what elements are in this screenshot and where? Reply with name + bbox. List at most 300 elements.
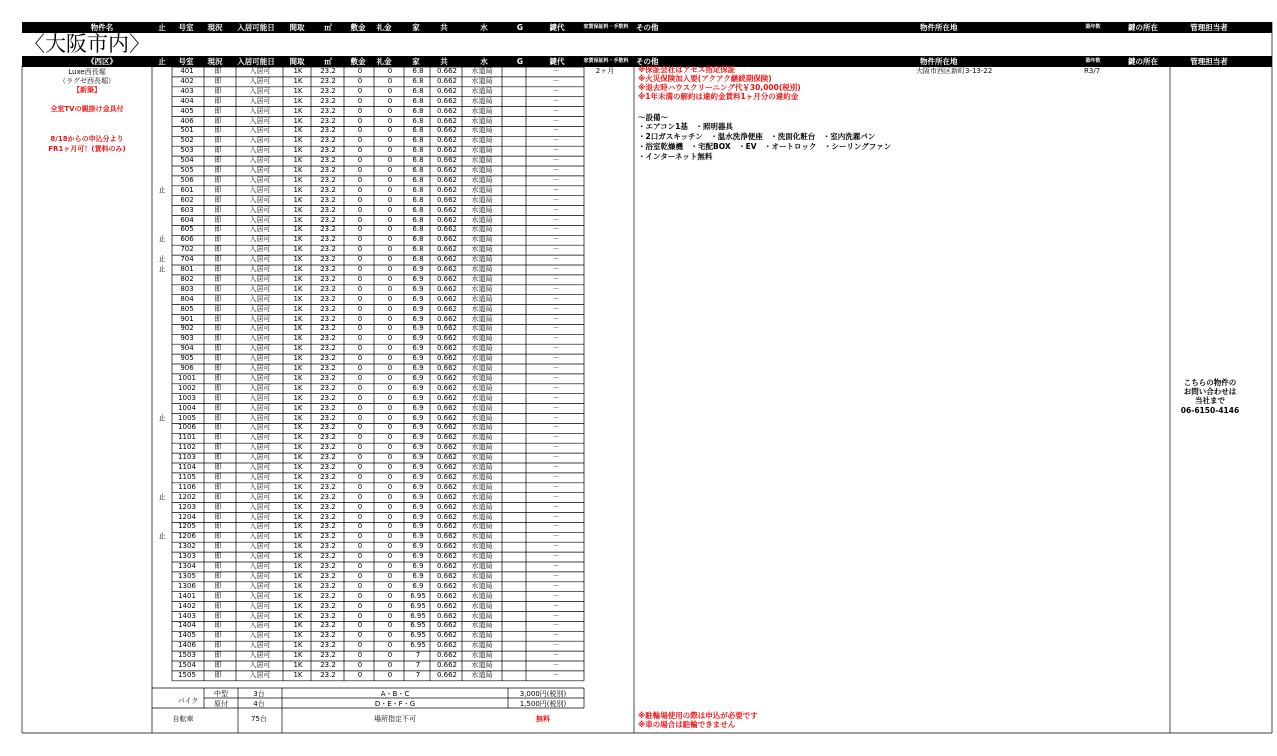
unit-layout: 1K [293, 86, 303, 95]
unit-water: 水道局 [471, 166, 493, 174]
unit-layout: 1K [293, 304, 303, 313]
unit-layout: 1K [293, 443, 303, 452]
unit-room: 1206 [178, 532, 196, 541]
unit-keyfee: － [552, 294, 560, 303]
header-stop: 止 [158, 23, 166, 32]
unit-rent: 6.8 [412, 146, 424, 155]
unit-water: 水道局 [471, 482, 493, 491]
unit-water: 水道局 [471, 670, 493, 679]
unit-status: 即 [214, 364, 222, 372]
unit-keymoney: 0 [387, 562, 393, 570]
unit-common: 0.662 [436, 502, 458, 511]
header-address: 物件所在地 [920, 57, 958, 66]
header-rent: 家 [412, 23, 420, 32]
unit-deposit: 0 [357, 364, 363, 372]
unit-status: 即 [214, 403, 222, 412]
unit-keymoney: 0 [387, 106, 393, 115]
unit-keyfee: － [552, 571, 560, 580]
unit-layout: 1K [293, 175, 303, 184]
unit-available: 入居可 [249, 611, 271, 620]
unit-area: 23.2 [320, 472, 336, 481]
unit-common: 0.662 [436, 265, 458, 273]
unit-room: 503 [180, 146, 194, 155]
unit-keyfee: － [552, 205, 560, 214]
unit-water: 水道局 [471, 591, 493, 600]
unit-water: 水道局 [471, 106, 493, 115]
unit-area: 23.2 [320, 166, 336, 174]
unit-keymoney: 0 [387, 344, 393, 353]
unit-common: 0.662 [436, 641, 458, 650]
unit-deposit: 0 [357, 423, 363, 432]
unit-common: 0.662 [436, 76, 458, 85]
unit-deposit: 0 [357, 185, 363, 194]
unit-water: 水道局 [471, 215, 493, 224]
unit-water: 水道局 [471, 205, 493, 214]
header-gas: G [516, 57, 524, 66]
header-manager: 管理担当者 [1190, 57, 1228, 66]
unit-layout: 1K [293, 76, 303, 85]
campaign-line-1: 8/18からの申込分より [50, 135, 124, 143]
unit-layout: 1K [293, 235, 303, 244]
unit-status: 即 [214, 116, 222, 125]
unit-deposit: 0 [357, 205, 363, 214]
unit-deposit: 0 [357, 235, 363, 244]
unit-layout: 1K [293, 136, 303, 145]
unit-area: 23.2 [320, 274, 336, 283]
unit-rent: 6.95 [410, 601, 426, 610]
unit-available: 入居可 [249, 670, 271, 679]
unit-status: 即 [214, 146, 222, 155]
unit-available: 入居可 [249, 185, 271, 194]
unit-status: 即 [214, 581, 222, 590]
unit-keyfee: － [552, 443, 560, 452]
unit-area: 23.2 [320, 413, 336, 422]
unit-area: 23.2 [320, 641, 336, 650]
unit-common: 0.662 [436, 512, 458, 521]
unit-water: 水道局 [471, 492, 493, 501]
unit-status: 即 [214, 492, 222, 501]
unit-layout: 1K [293, 284, 303, 293]
unit-common: 0.662 [436, 661, 458, 669]
unit-rent: 6.9 [412, 512, 424, 521]
unit-room: 1403 [178, 611, 196, 620]
unit-room: 606 [180, 235, 194, 244]
unit-area: 23.2 [320, 670, 336, 679]
unit-water: 水道局 [471, 225, 493, 234]
unit-keyfee: － [552, 631, 560, 640]
unit-keyfee: － [552, 116, 560, 125]
unit-room: 1003 [178, 393, 196, 402]
unit-layout: 1K [293, 552, 303, 561]
unit-status: 即 [214, 522, 222, 531]
unit-room: 1306 [178, 581, 196, 590]
unit-area: 23.2 [320, 453, 336, 462]
unit-room: 901 [180, 314, 194, 323]
unit-water: 水道局 [471, 274, 493, 283]
unit-water: 水道局 [471, 364, 493, 372]
unit-available: 入居可 [249, 661, 271, 669]
unit-keyfee: － [552, 76, 560, 85]
header-other: その他 [636, 57, 659, 66]
unit-area: 23.2 [320, 373, 336, 382]
unit-status: 即 [214, 591, 222, 600]
parking-note-1: ※駐輪場使用の際は申込が必要です [638, 711, 758, 720]
unit-deposit: 0 [357, 522, 363, 531]
unit-room: 802 [180, 274, 194, 283]
unit-keymoney: 0 [387, 552, 393, 561]
unit-layout: 1K [293, 185, 303, 194]
unit-available: 入居可 [249, 215, 271, 224]
unit-deposit: 0 [357, 611, 363, 620]
unit-common: 0.662 [436, 492, 458, 501]
unit-keymoney: 0 [387, 364, 393, 372]
unit-water: 水道局 [471, 156, 493, 165]
unit-area: 23.2 [320, 651, 336, 660]
unit-available: 入居可 [249, 205, 271, 214]
unit-deposit: 0 [357, 334, 363, 343]
unit-available: 入居可 [249, 265, 271, 273]
unit-water: 水道局 [471, 146, 493, 155]
unit-available: 入居可 [249, 463, 271, 471]
unit-available: 入居可 [249, 443, 271, 452]
unit-keyfee: － [552, 195, 560, 204]
header-room: 号室 [178, 23, 194, 32]
unit-status: 即 [214, 96, 222, 105]
unit-area: 23.2 [320, 76, 336, 85]
unit-keymoney: 0 [387, 67, 393, 75]
note-red-1: ※保証会社はアセス指定保証 [638, 65, 736, 74]
unit-keyfee: － [552, 185, 560, 194]
unit-keyfee: － [552, 364, 560, 372]
unit-room: 904 [180, 344, 194, 353]
unit-common: 0.662 [436, 472, 458, 481]
unit-water: 水道局 [471, 562, 493, 570]
unit-rent: 6.8 [412, 255, 424, 264]
unit-available: 入居可 [249, 156, 271, 165]
unit-deposit: 0 [357, 76, 363, 85]
unit-water: 水道局 [471, 651, 493, 660]
campaign-line-2: FR1ヶ月可！(賃料のみ) [48, 145, 126, 153]
unit-keyfee: － [552, 542, 560, 551]
unit-available: 入居可 [249, 641, 271, 650]
unit-keyfee: － [552, 453, 560, 462]
unit-rent: 6.9 [412, 383, 424, 392]
unit-common: 0.662 [436, 156, 458, 165]
unit-room: 403 [180, 86, 194, 95]
unit-room: 602 [180, 195, 194, 204]
unit-water: 水道局 [471, 502, 493, 511]
unit-common: 0.662 [436, 344, 458, 353]
unit-room: 1503 [178, 651, 196, 660]
unit-common: 0.662 [436, 126, 458, 135]
unit-layout: 1K [293, 532, 303, 541]
unit-common: 0.662 [436, 532, 458, 541]
unit-deposit: 0 [357, 383, 363, 392]
unit-keyfee: － [552, 562, 560, 570]
unit-layout: 1K [293, 631, 303, 640]
unit-available: 入居可 [249, 364, 271, 372]
unit-layout: 1K [293, 661, 303, 669]
unit-layout: 1K [293, 195, 303, 204]
unit-rent: 6.9 [412, 571, 424, 580]
unit-common: 0.662 [436, 383, 458, 392]
unit-common: 0.662 [436, 581, 458, 590]
unit-room: 1106 [178, 482, 196, 491]
unit-stop: 止 [158, 413, 166, 422]
unit-keyfee: － [552, 522, 560, 531]
unit-common: 0.662 [436, 215, 458, 224]
unit-status: 即 [214, 185, 222, 194]
unit-available: 入居可 [249, 413, 271, 422]
unit-keyfee: － [552, 393, 560, 402]
unit-water: 水道局 [471, 245, 493, 254]
unit-available: 入居可 [249, 294, 271, 303]
unit-stop: 止 [158, 185, 166, 194]
unit-status: 即 [214, 265, 222, 273]
unit-rent: 6.8 [412, 67, 424, 75]
unit-available: 入居可 [249, 86, 271, 95]
unit-area: 23.2 [320, 631, 336, 640]
unit-deposit: 0 [357, 443, 363, 452]
unit-rent: 6.9 [412, 433, 424, 442]
unit-available: 入居可 [249, 571, 271, 580]
unit-deposit: 0 [357, 284, 363, 293]
unit-available: 入居可 [249, 136, 271, 145]
unit-status: 即 [214, 542, 222, 551]
unit-keymoney: 0 [387, 571, 393, 580]
unit-deposit: 0 [357, 294, 363, 303]
unit-keymoney: 0 [387, 670, 393, 679]
unit-common: 0.662 [436, 651, 458, 660]
unit-keymoney: 0 [387, 284, 393, 293]
unit-layout: 1K [293, 591, 303, 600]
header-room: 号室 [178, 57, 194, 66]
unit-deposit: 0 [357, 146, 363, 155]
bike-mid-label: 中型 [214, 690, 228, 698]
header-water: 水 [480, 23, 488, 32]
unit-deposit: 0 [357, 512, 363, 521]
unit-water: 水道局 [471, 581, 493, 590]
unit-deposit: 0 [357, 413, 363, 422]
unit-area: 23.2 [320, 195, 336, 204]
unit-keyfee: － [552, 265, 560, 273]
unit-available: 入居可 [249, 166, 271, 174]
area-title: 〈大阪市内〉 [24, 32, 150, 56]
unit-keymoney: 0 [387, 245, 393, 254]
unit-keymoney: 0 [387, 641, 393, 650]
unit-rent: 6.9 [412, 472, 424, 481]
unit-status: 即 [214, 86, 222, 95]
unit-status: 即 [214, 175, 222, 184]
header-property-name: 物件名 [90, 23, 114, 32]
unit-deposit: 0 [357, 492, 363, 501]
header-stop: 止 [158, 57, 166, 66]
unit-keyfee: － [552, 670, 560, 679]
unit-layout: 1K [293, 433, 303, 442]
unit-area: 23.2 [320, 482, 336, 491]
unit-area: 23.2 [320, 324, 336, 333]
unit-area: 23.2 [320, 67, 336, 75]
unit-keyfee: － [552, 661, 560, 669]
unit-rent: 6.8 [412, 116, 424, 125]
unit-layout: 1K [293, 423, 303, 432]
unit-layout: 1K [293, 482, 303, 491]
header-guarantee-fee: 家賃保証料・手数料 [583, 24, 629, 30]
unit-room: 1103 [178, 453, 196, 462]
unit-room: 603 [180, 205, 194, 214]
unit-rent: 6.9 [412, 562, 424, 570]
unit-keymoney: 0 [387, 591, 393, 600]
unit-rent: 6.8 [412, 185, 424, 194]
unit-layout: 1K [293, 364, 303, 372]
unit-water: 水道局 [471, 383, 493, 392]
unit-available: 入居可 [249, 225, 271, 234]
unit-stop: 止 [158, 235, 166, 244]
unit-keymoney: 0 [387, 96, 393, 105]
unit-keymoney: 0 [387, 621, 393, 630]
unit-available: 入居可 [249, 492, 271, 501]
unit-status: 即 [214, 472, 222, 481]
unit-layout: 1K [293, 502, 303, 511]
unit-keymoney: 0 [387, 581, 393, 590]
unit-room: 1105 [178, 472, 196, 481]
unit-water: 水道局 [471, 522, 493, 531]
unit-status: 即 [214, 482, 222, 491]
unit-keyfee: － [552, 601, 560, 610]
unit-area: 23.2 [320, 581, 336, 590]
unit-deposit: 0 [357, 156, 363, 165]
bike-label: バイク [177, 697, 199, 705]
unit-keymoney: 0 [387, 314, 393, 323]
unit-keyfee: － [552, 354, 560, 363]
unit-status: 即 [214, 205, 222, 214]
unit-keyfee: － [552, 611, 560, 620]
unit-keymoney: 0 [387, 126, 393, 135]
unit-common: 0.662 [436, 274, 458, 283]
unit-common: 0.662 [436, 116, 458, 125]
unit-deposit: 0 [357, 482, 363, 491]
unit-common: 0.662 [436, 324, 458, 333]
unit-rent: 6.8 [412, 76, 424, 85]
unit-keyfee: － [552, 403, 560, 412]
unit-available: 入居可 [249, 334, 271, 343]
unit-layout: 1K [293, 601, 303, 610]
unit-room: 1005 [178, 413, 196, 422]
unit-water: 水道局 [471, 344, 493, 353]
unit-available: 入居可 [249, 106, 271, 115]
unit-rent: 6.9 [412, 304, 424, 313]
unit-layout: 1K [293, 205, 303, 214]
unit-status: 即 [214, 443, 222, 452]
unit-rent: 6.9 [412, 284, 424, 293]
note-red-3: ※退去時ハウスクリーニング代￥30,000(税別) [638, 83, 801, 92]
unit-stop: 止 [158, 255, 166, 264]
header-keymoney: 礼金 [376, 23, 392, 32]
unit-keymoney: 0 [387, 373, 393, 382]
unit-room: 1505 [178, 670, 196, 679]
unit-rent: 6.9 [412, 334, 424, 343]
unit-area: 23.2 [320, 185, 336, 194]
unit-keyfee: － [552, 146, 560, 155]
unit-status: 即 [214, 383, 222, 392]
unit-status: 即 [214, 255, 222, 264]
unit-water: 水道局 [471, 175, 493, 184]
unit-common: 0.662 [436, 166, 458, 174]
unit-stop: 止 [158, 265, 166, 273]
unit-available: 入居可 [249, 314, 271, 323]
unit-deposit: 0 [357, 344, 363, 353]
unit-deposit: 0 [357, 463, 363, 471]
unit-common: 0.662 [436, 552, 458, 561]
unit-status: 即 [214, 235, 222, 244]
unit-area: 23.2 [320, 245, 336, 254]
unit-keyfee: － [552, 651, 560, 660]
bicycle-count: 75台 [251, 715, 267, 723]
unit-deposit: 0 [357, 373, 363, 382]
unit-layout: 1K [293, 492, 303, 501]
unit-area: 23.2 [320, 621, 336, 630]
unit-rent: 6.8 [412, 96, 424, 105]
unit-common: 0.662 [436, 463, 458, 471]
unit-keyfee: － [552, 591, 560, 600]
unit-keymoney: 0 [387, 116, 393, 125]
unit-water: 水道局 [471, 255, 493, 264]
unit-common: 0.662 [436, 453, 458, 462]
unit-keymoney: 0 [387, 235, 393, 244]
unit-keyfee: － [552, 383, 560, 392]
unit-deposit: 0 [357, 532, 363, 541]
unit-room: 601 [180, 185, 194, 194]
unit-available: 入居可 [249, 502, 271, 511]
unit-available: 入居可 [249, 472, 271, 481]
unit-common: 0.662 [436, 403, 458, 412]
header-bar [22, 22, 1272, 33]
unit-rent: 6.9 [412, 403, 424, 412]
unit-rent: 6.9 [412, 413, 424, 422]
unit-rent: 6.8 [412, 126, 424, 135]
unit-area: 23.2 [320, 463, 336, 471]
unit-layout: 1K [293, 255, 303, 264]
unit-keyfee: － [552, 225, 560, 234]
unit-layout: 1K [293, 562, 303, 570]
unit-status: 即 [214, 324, 222, 333]
unit-status: 即 [214, 552, 222, 561]
unit-water: 水道局 [471, 423, 493, 432]
unit-status: 即 [214, 136, 222, 145]
unit-available: 入居可 [249, 512, 271, 521]
unit-status: 即 [214, 631, 222, 640]
unit-deposit: 0 [357, 116, 363, 125]
unit-keymoney: 0 [387, 522, 393, 531]
unit-keyfee: － [552, 156, 560, 165]
unit-keyfee: － [552, 166, 560, 174]
unit-room: 804 [180, 294, 194, 303]
unit-available: 入居可 [249, 146, 271, 155]
unit-status: 即 [214, 294, 222, 303]
unit-keymoney: 0 [387, 472, 393, 481]
unit-layout: 1K [293, 265, 303, 273]
unit-common: 0.662 [436, 334, 458, 343]
unit-keymoney: 0 [387, 423, 393, 432]
unit-common: 0.662 [436, 146, 458, 155]
unit-water: 水道局 [471, 373, 493, 382]
unit-area: 23.2 [320, 393, 336, 402]
unit-status: 即 [214, 651, 222, 660]
unit-keymoney: 0 [387, 631, 393, 640]
bike-mid-spots: A・B・C [380, 690, 410, 698]
header-keymoney: 礼金 [376, 57, 392, 66]
unit-layout: 1K [293, 670, 303, 679]
